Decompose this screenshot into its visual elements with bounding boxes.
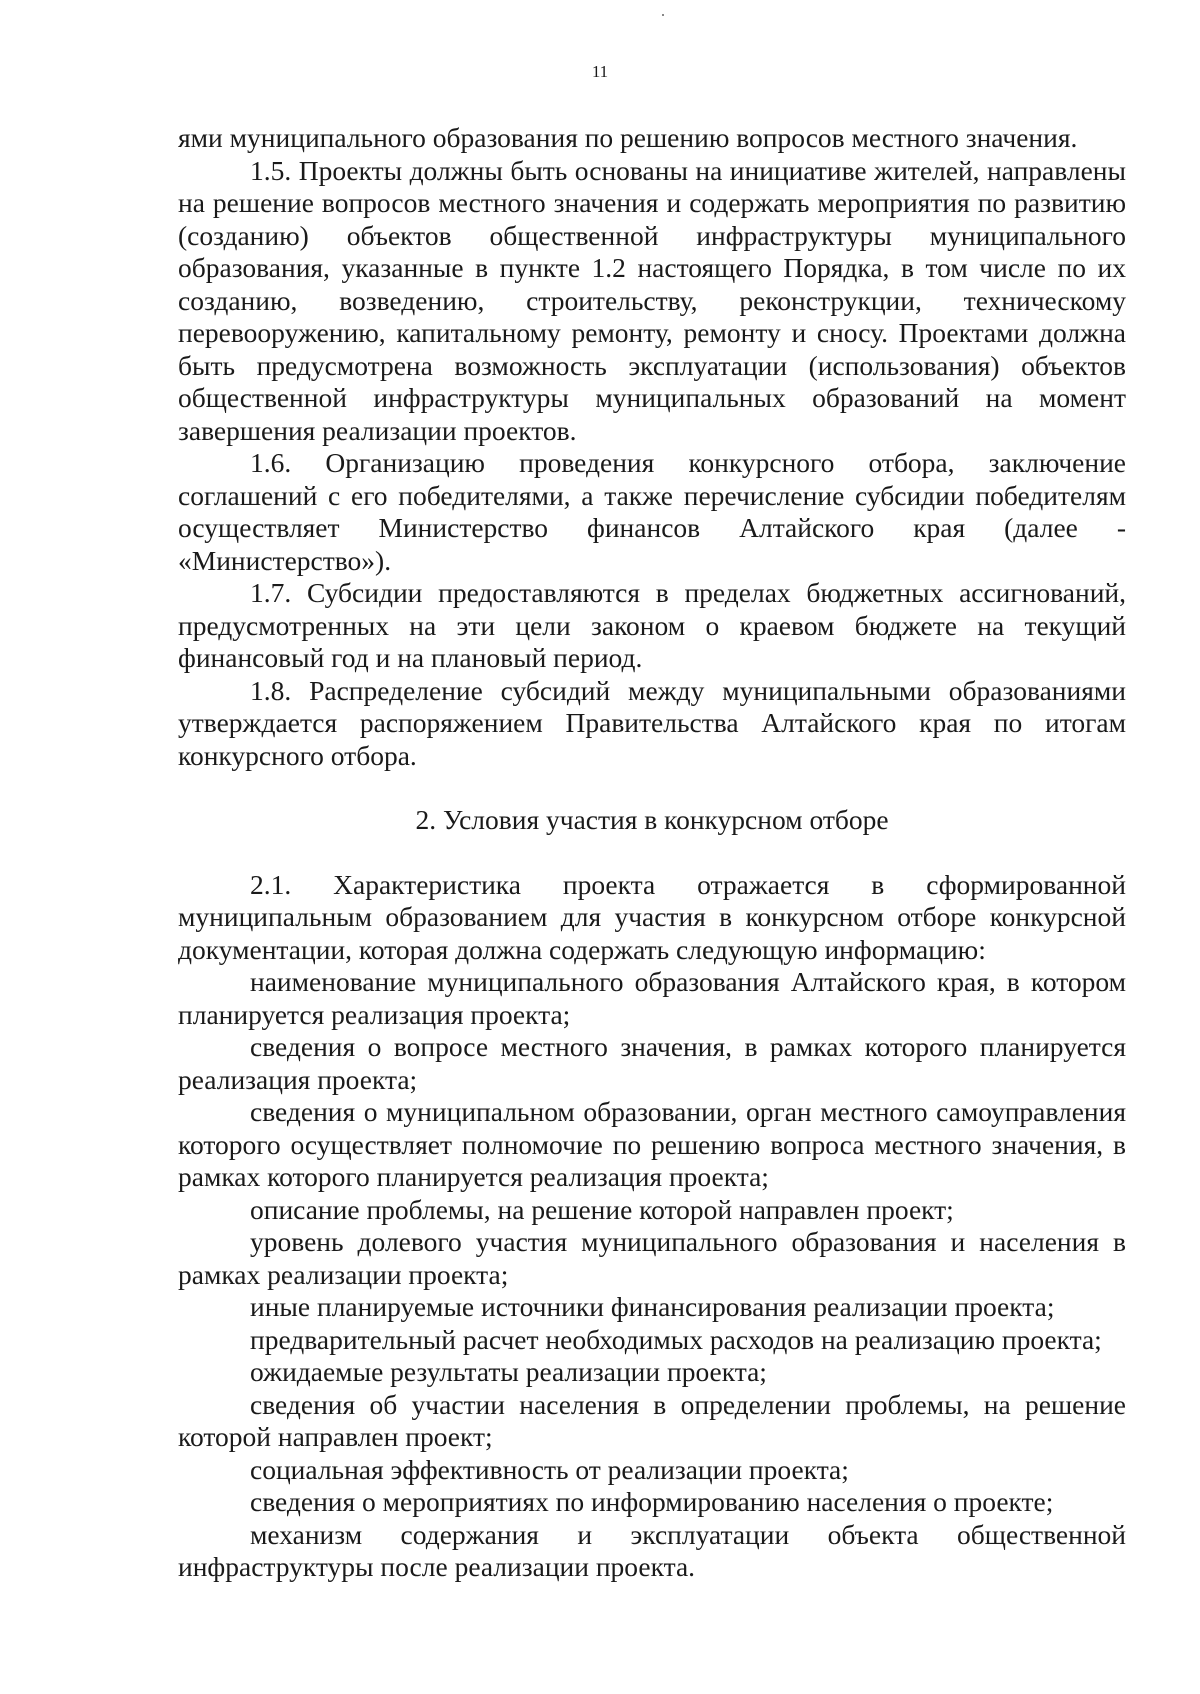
list-item-preliminary-costs: предварительный расчет необходимых расходов на реализацию проекта; bbox=[250, 1323, 1102, 1355]
paragraph-2-1: 2.1. Характеристика проекта отражается в сформированной муниципальным образованием для участия в конкурсном отборе конкурсной документации, которая должна содержать следующую информацию: bbox=[178, 868, 1126, 965]
page-number: 11 bbox=[591, 62, 609, 81]
list-item-social-effectiveness: социальная эффективность от реализации проекта; bbox=[250, 1453, 849, 1485]
paragraph-continuation: ями муниципального образования по решению вопросов местного значения. bbox=[178, 122, 1078, 153]
paragraph-1-7: 1.7. Субсидии предоставляются в пределах бюджетных ассигнований, предусмотренных на эти цели законом о краевом бюджете на текущий финансовый год и на плановый период. bbox=[178, 577, 1126, 673]
paragraph-1-8: 1.8. Распределение субсидий между муниципальными образованиями утверждается распоряжением Правительства Алтайского края по итогам конкурсного отбора. bbox=[178, 674, 1126, 771]
list-item-maintenance-mechanism: механизм содержания и эксплуатации объекта общественной инфраструктуры после реализации проекта. bbox=[178, 1518, 1126, 1582]
list-item-municipality-info: сведения о муниципальном образовании, орган местного самоуправления которого осуществляет полномочие по решению вопроса местного значения, в рамках которого планируется реализация проекта; bbox=[178, 1096, 1126, 1192]
list-item-population-participation: сведения об участии населения в определении проблемы, на решение которой направлен проект; bbox=[178, 1388, 1126, 1452]
list-item-problem-description: описание проблемы, на решение которой направлен проект; bbox=[250, 1193, 954, 1225]
list-item-local-issue: сведения о вопросе местного значения, в рамках которого планируется реализация проекта; bbox=[178, 1031, 1126, 1095]
paragraph-1-5: 1.5. Проекты должны быть основаны на инициативе жителей, направлены на решение вопросов местного значения и содержать мероприятия по развитию (созданию) объектов общественной инфраструктуры муниципального образования, указанные в пункте 1.2 настоящего Порядка, в том числе по их созданию, возведению, строительству, реконструкции, техническому перевооружению, капитальному ремонту, ремонту и сносу. Проектами должна быть предусмотрена возможность эксплуатации (использования) объектов общественной инфраструктуры муниципальных образований на момент завершения реализации проектов. bbox=[178, 154, 1126, 446]
list-item-informing-population: сведения о мероприятиях по информированию населения о проекте; bbox=[250, 1486, 1054, 1517]
paragraph-1-6: 1.6. Организацию проведения конкурсного отбора, заключение соглашений с его победителями, а также перечисление субсидии победителям осуществляет Министерство финансов Алтайского края (далее - «Министерство»). bbox=[178, 447, 1126, 576]
section-2-heading: 2. Условия участия в конкурсном отборе bbox=[415, 804, 889, 835]
list-item-expected-results: ожидаемые результаты реализации проекта; bbox=[250, 1356, 767, 1387]
scan-artifact-dot bbox=[662, 14, 664, 16]
list-item-municipality-name: наименование муниципального образования Алтайского края, в котором планируется реализация проекта; bbox=[178, 966, 1126, 1030]
document-body bbox=[178, 122, 1126, 1584]
list-item-other-funding: иные планируемые источники финансирования реализации проекта; bbox=[250, 1291, 1055, 1322]
list-item-share-participation: уровень долевого участия муниципального образования и населения в рамках реализации проекта; bbox=[178, 1226, 1126, 1290]
